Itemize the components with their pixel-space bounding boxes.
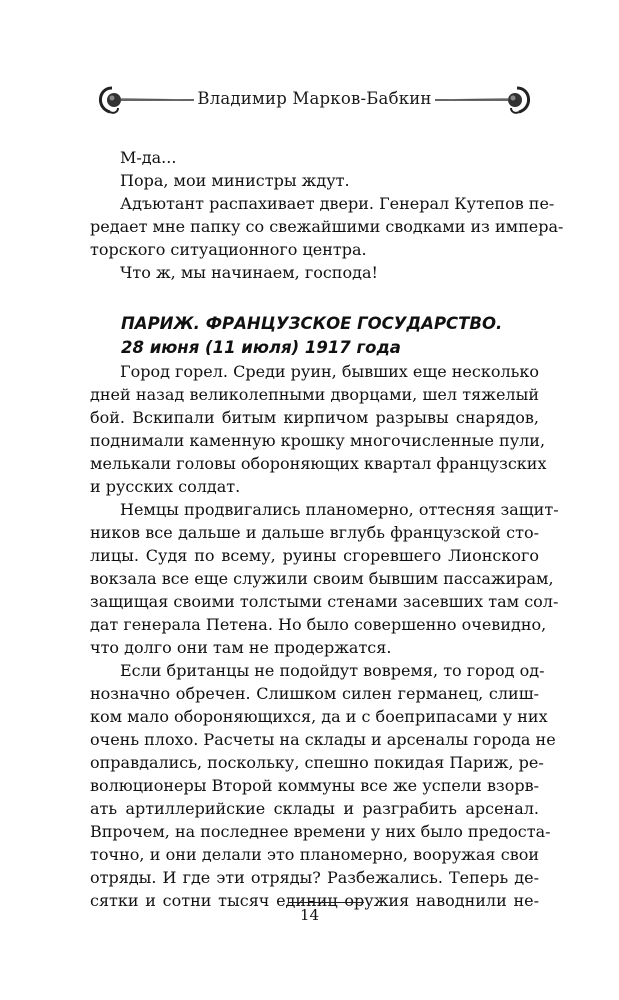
text-line: М-да...: [120, 148, 177, 167]
footer-rule: [288, 902, 364, 903]
chapter-heading: [121, 312, 541, 360]
text-line: поднимали каменную крошку многочисленные пули,: [90, 431, 546, 450]
text-line: Впрочем, на последнее времени у них было предоста-: [90, 822, 551, 841]
text-line: защищая своими толстыми стенами засевших там сол-: [90, 592, 559, 611]
text-line: и русских солдат.: [90, 477, 241, 496]
text-line: редает мне папку со свежайшими сводками из импера-: [90, 217, 564, 236]
text-line: Пора, мои министры ждут.: [120, 171, 350, 190]
text-line: точно, и они делали это планомерно, вооружая свои: [90, 845, 539, 864]
running-header: [90, 80, 539, 120]
text-line: ать артиллерийские склады и разграбить арсенал.: [90, 799, 539, 818]
text-line: ком мало обороняющихся, да и с боеприпасами у них: [90, 707, 548, 726]
text-line: Немцы продвигались планомерно, оттесняя защит-: [120, 500, 559, 519]
text-line: отряды. И где эти отряды? Разбежались. Теперь де-: [90, 868, 539, 887]
text-line: Адъютант распахивает двери. Генерал Кутепов пе-: [120, 194, 555, 213]
page-number: 14: [299, 906, 320, 924]
text-line: ников все дальше и дальше вглубь французской сто-: [90, 523, 539, 542]
narrative-section: [90, 360, 559, 912]
text-line: нозначно обречен. Слишком силен германец, слиш-: [90, 684, 539, 703]
text-line: вокзала все еще служили своим бывшим пассажирам,: [90, 569, 554, 588]
text-line: Что ж, мы начинаем, господа!: [120, 263, 378, 282]
text-line: сятки и сотни тысяч единиц оружия наводнили не-: [90, 891, 539, 910]
text-line: Город горел. Среди руин, бывших еще несколько: [120, 362, 539, 381]
text-line: торского ситуационного центра.: [90, 240, 367, 259]
dialogue-section: [90, 146, 564, 284]
right-ornament-icon: [429, 82, 539, 118]
text-line: оправдались, поскольку, спешно покидая Париж, ре-: [90, 753, 544, 772]
text-line: дней назад великолепными дворцами, шел тяжелый: [90, 385, 539, 404]
text-line: Если британцы не подойдут вовремя, то город од-: [120, 661, 545, 680]
text-line: дат генерала Петена. Но было совершенно очевидно,: [90, 615, 547, 634]
chapter-place: ПАРИЖ. ФРАНЦУЗСКОЕ ГОСУДАРСТВО.: [121, 314, 503, 333]
chapter-date: 28 июня (11 июля) 1917 года: [121, 338, 401, 357]
text-line: лицы. Судя по всему, руины сгоревшего Лионского: [90, 546, 539, 565]
text-line: что долго они там не продержатся.: [90, 638, 392, 657]
text-line: волюционеры Второй коммуны все же успели взорв-: [90, 776, 539, 795]
text-line: очень плохо. Расчеты на склады и арсеналы города не: [90, 730, 556, 749]
text-line: мелькали головы обороняющих квартал французских: [90, 454, 547, 473]
text-line: бой. Вскипали битым кирпичом разрывы снарядов,: [90, 408, 539, 427]
running-title: Владимир Марков-Бабкин: [197, 89, 432, 108]
